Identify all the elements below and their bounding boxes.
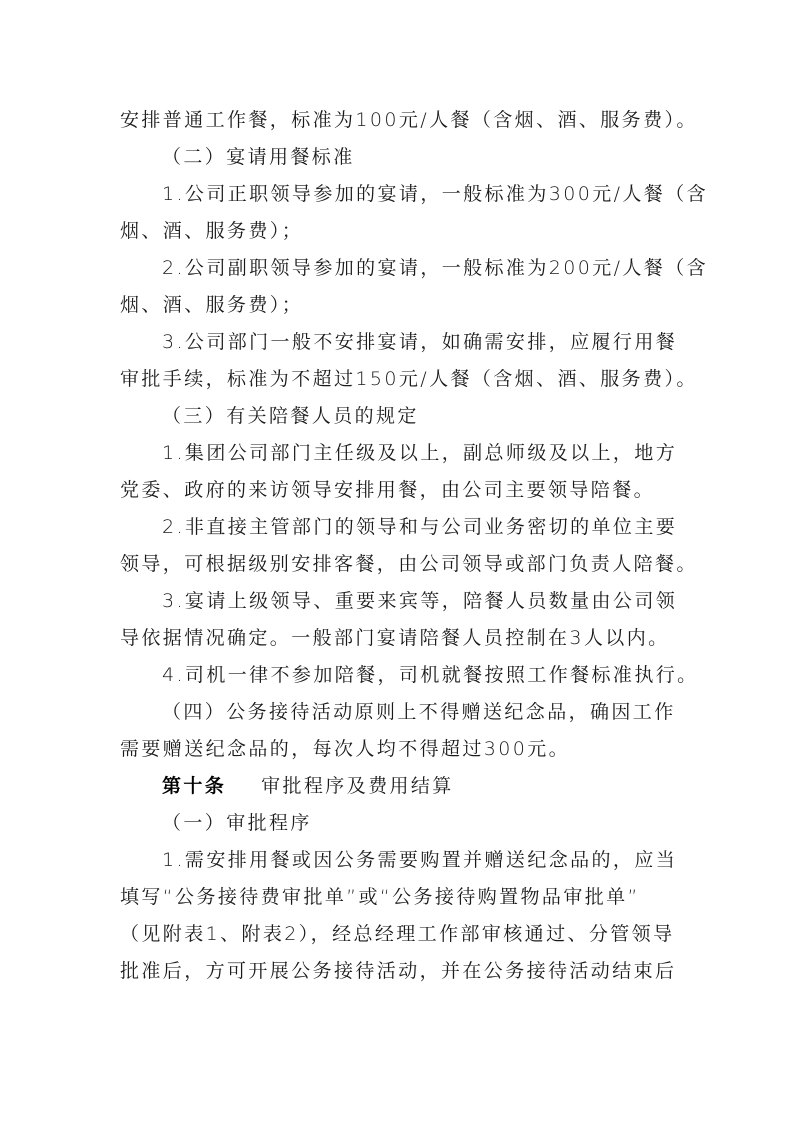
text-line: （四）公务接待活动原则上不得赠送纪念品，确因工作 (162, 701, 676, 723)
article-heading (120, 770, 676, 807)
text-line: 2.非直接主管部门的领导和与公司业务密切的单位主要 (162, 516, 678, 538)
text-line: 2.公司副职领导参加的宴请，一般标准为200元/人餐（含 (162, 257, 708, 279)
text-line: 烟、酒、服务费）； (120, 220, 304, 242)
text-line: 安排普通工作餐，标准为100元/人餐（含烟、酒、服务费）。 (120, 109, 698, 131)
text-line: 1.公司正职领导参加的宴请，一般标准为300元/人餐（含 (162, 183, 708, 205)
article-title: 审批程序及费用结算 (261, 775, 454, 797)
text-line: 导依据情况确定。一般部门宴请陪餐人员控制在3人以内。 (120, 627, 670, 649)
section-heading: （三）有关陪餐人员的规定 (162, 405, 419, 427)
text-line: 填写“公务接待费审批单”或“公务接待购置物品审批单” (120, 886, 640, 908)
text-line: 审批手续，标准为不超过150元/人餐（含烟、酒、服务费）。 (120, 368, 698, 390)
text-line: 4.司机一律不参加陪餐，司机就餐按照工作餐标准执行。 (162, 664, 699, 686)
article-number: 第十条 (162, 775, 227, 797)
text-line: 烟、酒、服务费）； (120, 294, 304, 316)
text-line: 3.宴请上级领导、重要来宾等，陪餐人员数量由公司领 (162, 590, 678, 612)
section-heading: （二）宴请用餐标准 (162, 146, 355, 168)
document-page (120, 104, 708, 992)
text-line: 需要赠送纪念品的，每次人均不得超过300元。 (120, 738, 571, 760)
text-line: 批准后，方可开展公务接待活动，并在公务接待活动结束后 (120, 960, 677, 982)
text-line: 1.集团公司部门主任级及以上，副总师级及以上，地方 (162, 442, 678, 464)
text-line: 领导，可根据级别安排客餐，由公司领导或部门负责人陪餐。 (120, 553, 698, 575)
text-line: 3.公司部门一般不安排宴请，如确需安排，应履行用餐 (162, 331, 678, 353)
text-line: （见附表1、附表2），经总经理工作部审核通过、分管领导 (120, 923, 675, 945)
section-heading: （一）审批程序 (162, 812, 312, 834)
text-line: 党委、政府的来访领导安排用餐，由公司主要领导陪餐。 (120, 479, 656, 501)
text-line: 1.需安排用餐或因公务需要购置并赠送纪念品的，应当 (162, 849, 678, 871)
